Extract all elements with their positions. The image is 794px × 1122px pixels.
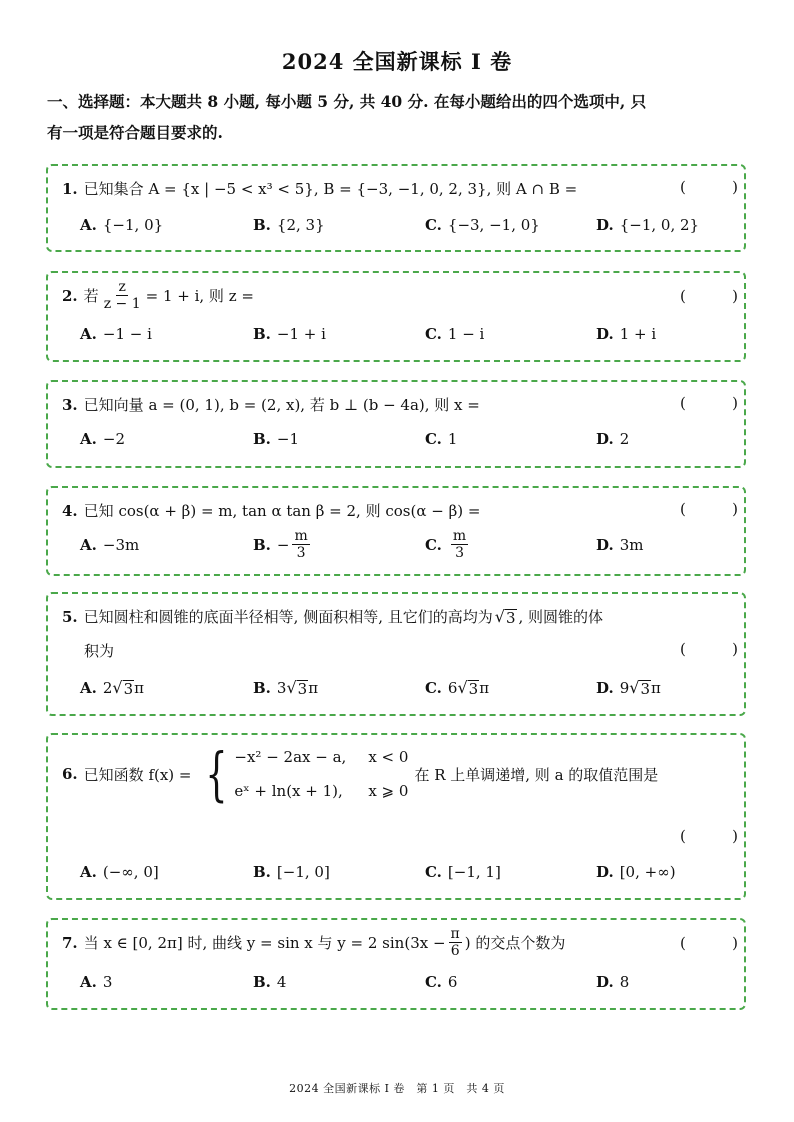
case-expression: eˣ + ln(x + 1), [234, 782, 343, 800]
option-coef: 9 [619, 678, 630, 697]
square-root: √ 3 [494, 607, 516, 627]
option-text: 3m [619, 536, 644, 554]
bracket-open: ( [680, 500, 686, 518]
question-stem [62, 500, 480, 521]
option-label: B. [253, 216, 271, 234]
option-coef: 2 [102, 678, 113, 697]
question-number: 6. [62, 765, 78, 783]
question-6 [46, 733, 746, 900]
section-heading [47, 86, 752, 148]
radicand: 3 [505, 609, 516, 627]
question-number: 4. [62, 501, 78, 520]
radicand: 3 [640, 680, 650, 698]
option-c [425, 678, 489, 697]
fraction [449, 926, 462, 959]
option-label: B. [253, 678, 271, 697]
stem-text: = 1 + i, 则 z = [145, 287, 254, 305]
option-c [425, 973, 457, 991]
page-footer: 2024 全国新课标 I 卷 第 1 页 共 4 页 [289, 1082, 505, 1095]
option-label: D. [596, 973, 614, 991]
question-1 [46, 164, 746, 252]
question-number: 3. [62, 395, 78, 414]
option-label: C. [425, 678, 442, 697]
question-number: 5. [62, 607, 78, 626]
answer-bracket [680, 934, 738, 952]
bracket-open: ( [680, 394, 686, 412]
option-label: B. [253, 973, 271, 991]
fraction-numerator: z [118, 279, 126, 295]
question-stem [62, 394, 480, 415]
option-b [253, 325, 326, 343]
bracket-close: ) [732, 287, 738, 305]
option-label: D. [596, 678, 614, 697]
section-line-2: 有一项是符合题目要求的. [47, 123, 223, 142]
option-text: −1 [276, 430, 300, 448]
option-text: 6 [447, 973, 458, 991]
option-label: B. [253, 430, 271, 448]
option-label: D. [596, 216, 614, 234]
option-coef: 3 [276, 678, 287, 697]
question-stem-line-2 [84, 640, 114, 661]
question-stem [62, 926, 565, 959]
option-b [253, 430, 299, 448]
option-label: C. [425, 216, 442, 234]
option-label: D. [596, 430, 614, 448]
answer-bracket [680, 827, 738, 845]
option-text: {2, 3} [276, 216, 325, 234]
option-label: A. [80, 678, 97, 697]
option-text: [0, +∞) [619, 863, 676, 881]
stem-text: 在 R 上单调递增, 则 a 的取值范围是 [414, 765, 659, 784]
option-b [253, 863, 330, 881]
question-stem [62, 178, 577, 199]
stem-text: 已知集合 A = {x | −5 < x³ < 5}, B = {−3, −1, 0, 2, 3}, 则 A ∩ B = [83, 180, 578, 198]
bracket-close: ) [732, 827, 738, 845]
stem-text: 已知函数 f(x) = [83, 765, 192, 784]
option-label: B. [253, 535, 271, 554]
option-label: B. [253, 325, 271, 343]
option-d [596, 325, 656, 343]
fraction [102, 279, 143, 312]
fraction-numerator: m [294, 528, 308, 544]
option-d [596, 536, 643, 554]
fraction [451, 528, 468, 561]
bracket-open: ( [680, 934, 686, 952]
option-c [425, 325, 484, 343]
question-stem [62, 740, 659, 808]
option-text: 1 + i [619, 325, 657, 343]
option-text: {−1, 0, 2} [619, 216, 700, 234]
option-d [596, 973, 629, 991]
stem-text: ) 的交点个数为 [464, 934, 566, 952]
question-number: 7. [62, 933, 78, 952]
option-text: (−∞, 0] [102, 863, 159, 881]
option-label: D. [596, 863, 614, 881]
option-label: A. [80, 325, 97, 343]
page-title: 2024 全国新课标 I 卷 [281, 49, 513, 74]
radicand: 3 [123, 680, 134, 698]
bracket-close: ) [732, 500, 738, 518]
option-text: −1 − i [102, 325, 152, 343]
question-stem [62, 606, 603, 627]
option-tail: π [134, 678, 145, 697]
option-label: A. [80, 430, 97, 448]
bracket-open: ( [680, 640, 686, 658]
option-text: −3m [102, 536, 140, 554]
answer-bracket [680, 178, 738, 196]
piecewise-function [198, 740, 409, 808]
option-sign: − [276, 535, 290, 554]
option-d [596, 216, 699, 234]
case-condition: x < 0 [368, 748, 409, 766]
answer-bracket [680, 287, 738, 305]
bracket-open: ( [680, 827, 686, 845]
option-b [253, 678, 318, 697]
question-number: 2. [62, 286, 78, 305]
answer-bracket [680, 394, 738, 412]
case-condition: x ⩾ 0 [368, 782, 409, 800]
option-label: C. [425, 973, 442, 991]
option-text: 8 [619, 973, 630, 991]
option-text: 4 [276, 973, 287, 991]
bracket-close: ) [732, 934, 738, 952]
option-tail: π [651, 678, 661, 697]
section-line-1: 一、选择题：本大题共 8 小题, 每小题 5 分, 共 40 分. 在每小题给出的四个选项中, 只 [47, 92, 647, 111]
option-tail: π [308, 678, 319, 697]
question-number: 1. [62, 179, 78, 198]
option-a [80, 678, 144, 697]
stem-text: 当 x ∈ [0, 2π] 时, 曲线 y = sin x 与 y = 2 sin(3x − [83, 934, 446, 952]
option-text: 1 [447, 430, 458, 448]
option-a [80, 536, 139, 554]
option-b [253, 528, 313, 561]
bracket-open: ( [680, 178, 686, 196]
fraction-denominator: 6 [450, 943, 460, 959]
option-text: 1 − i [447, 325, 485, 343]
option-c [425, 216, 540, 234]
stem-text: 若 [83, 287, 99, 305]
option-label: B. [253, 863, 271, 881]
option-label: A. [80, 536, 97, 554]
question-4 [46, 486, 746, 576]
option-label: C. [425, 863, 442, 881]
question-7 [46, 918, 746, 1010]
option-label: C. [425, 325, 442, 343]
fraction-numerator: m [452, 528, 467, 544]
option-a [80, 863, 159, 881]
fraction-denominator: 3 [455, 545, 464, 561]
question-3 [46, 380, 746, 468]
bracket-close: ) [732, 178, 738, 196]
option-tail: π [479, 678, 490, 697]
square-root: √ 3 [286, 678, 308, 698]
option-label: C. [425, 535, 442, 554]
option-c [425, 528, 471, 561]
bracket-close: ) [732, 640, 738, 658]
fraction-denominator: z − 1 [103, 296, 141, 312]
option-text: 3 [102, 973, 113, 991]
option-label: A. [80, 216, 97, 234]
fraction-denominator: 3 [296, 545, 306, 561]
question-2 [46, 271, 746, 362]
answer-bracket [680, 640, 738, 658]
option-coef: 6 [447, 678, 458, 697]
stem-text: 积为 [84, 642, 115, 660]
option-text: {−1, 0} [102, 216, 164, 234]
square-root: √ 3 [112, 678, 134, 698]
option-b [253, 216, 325, 234]
option-a [80, 325, 152, 343]
radicand: 3 [297, 680, 308, 698]
option-text: 2 [619, 430, 630, 448]
option-label: A. [80, 863, 97, 881]
option-c [425, 863, 501, 881]
stem-text: , 则圆锥的体 [518, 608, 604, 626]
left-brace: { [204, 740, 228, 808]
option-label: D. [596, 536, 614, 554]
option-text: {−3, −1, 0} [447, 216, 540, 234]
square-root: √ 3 [629, 678, 650, 698]
option-b [253, 973, 286, 991]
option-text: [−1, 0] [276, 863, 330, 881]
option-text: [−1, 1] [447, 863, 501, 881]
fraction [292, 528, 309, 561]
stem-text: 已知圆柱和圆锥的底面半径相等, 侧面积相等, 且它们的高均为 [83, 608, 493, 626]
option-a [80, 973, 112, 991]
option-d [596, 430, 629, 448]
option-label: D. [596, 325, 614, 343]
square-root: √ 3 [457, 678, 479, 698]
answer-bracket [680, 500, 738, 518]
radicand: 3 [468, 680, 479, 698]
option-label: C. [425, 430, 442, 448]
bracket-close: ) [732, 394, 738, 412]
question-5 [46, 592, 746, 716]
option-d [596, 678, 661, 697]
option-a [80, 430, 125, 448]
question-stem [62, 279, 254, 312]
option-text: −1 + i [276, 325, 326, 343]
option-label: A. [80, 973, 97, 991]
case-expression: −x² − 2ax − a, [234, 748, 347, 766]
option-d [596, 863, 676, 881]
fraction-numerator: π [450, 926, 460, 942]
option-text: −2 [102, 430, 125, 448]
bracket-open: ( [680, 287, 686, 305]
option-a [80, 216, 163, 234]
option-c [425, 430, 457, 448]
stem-text: 已知 cos(α + β) = m, tan α tan β = 2, 则 cos(α − β) = [83, 502, 481, 520]
stem-text: 已知向量 a = (0, 1), b = (2, x), 若 b ⊥ (b − 4a), 则 x = [83, 396, 480, 414]
